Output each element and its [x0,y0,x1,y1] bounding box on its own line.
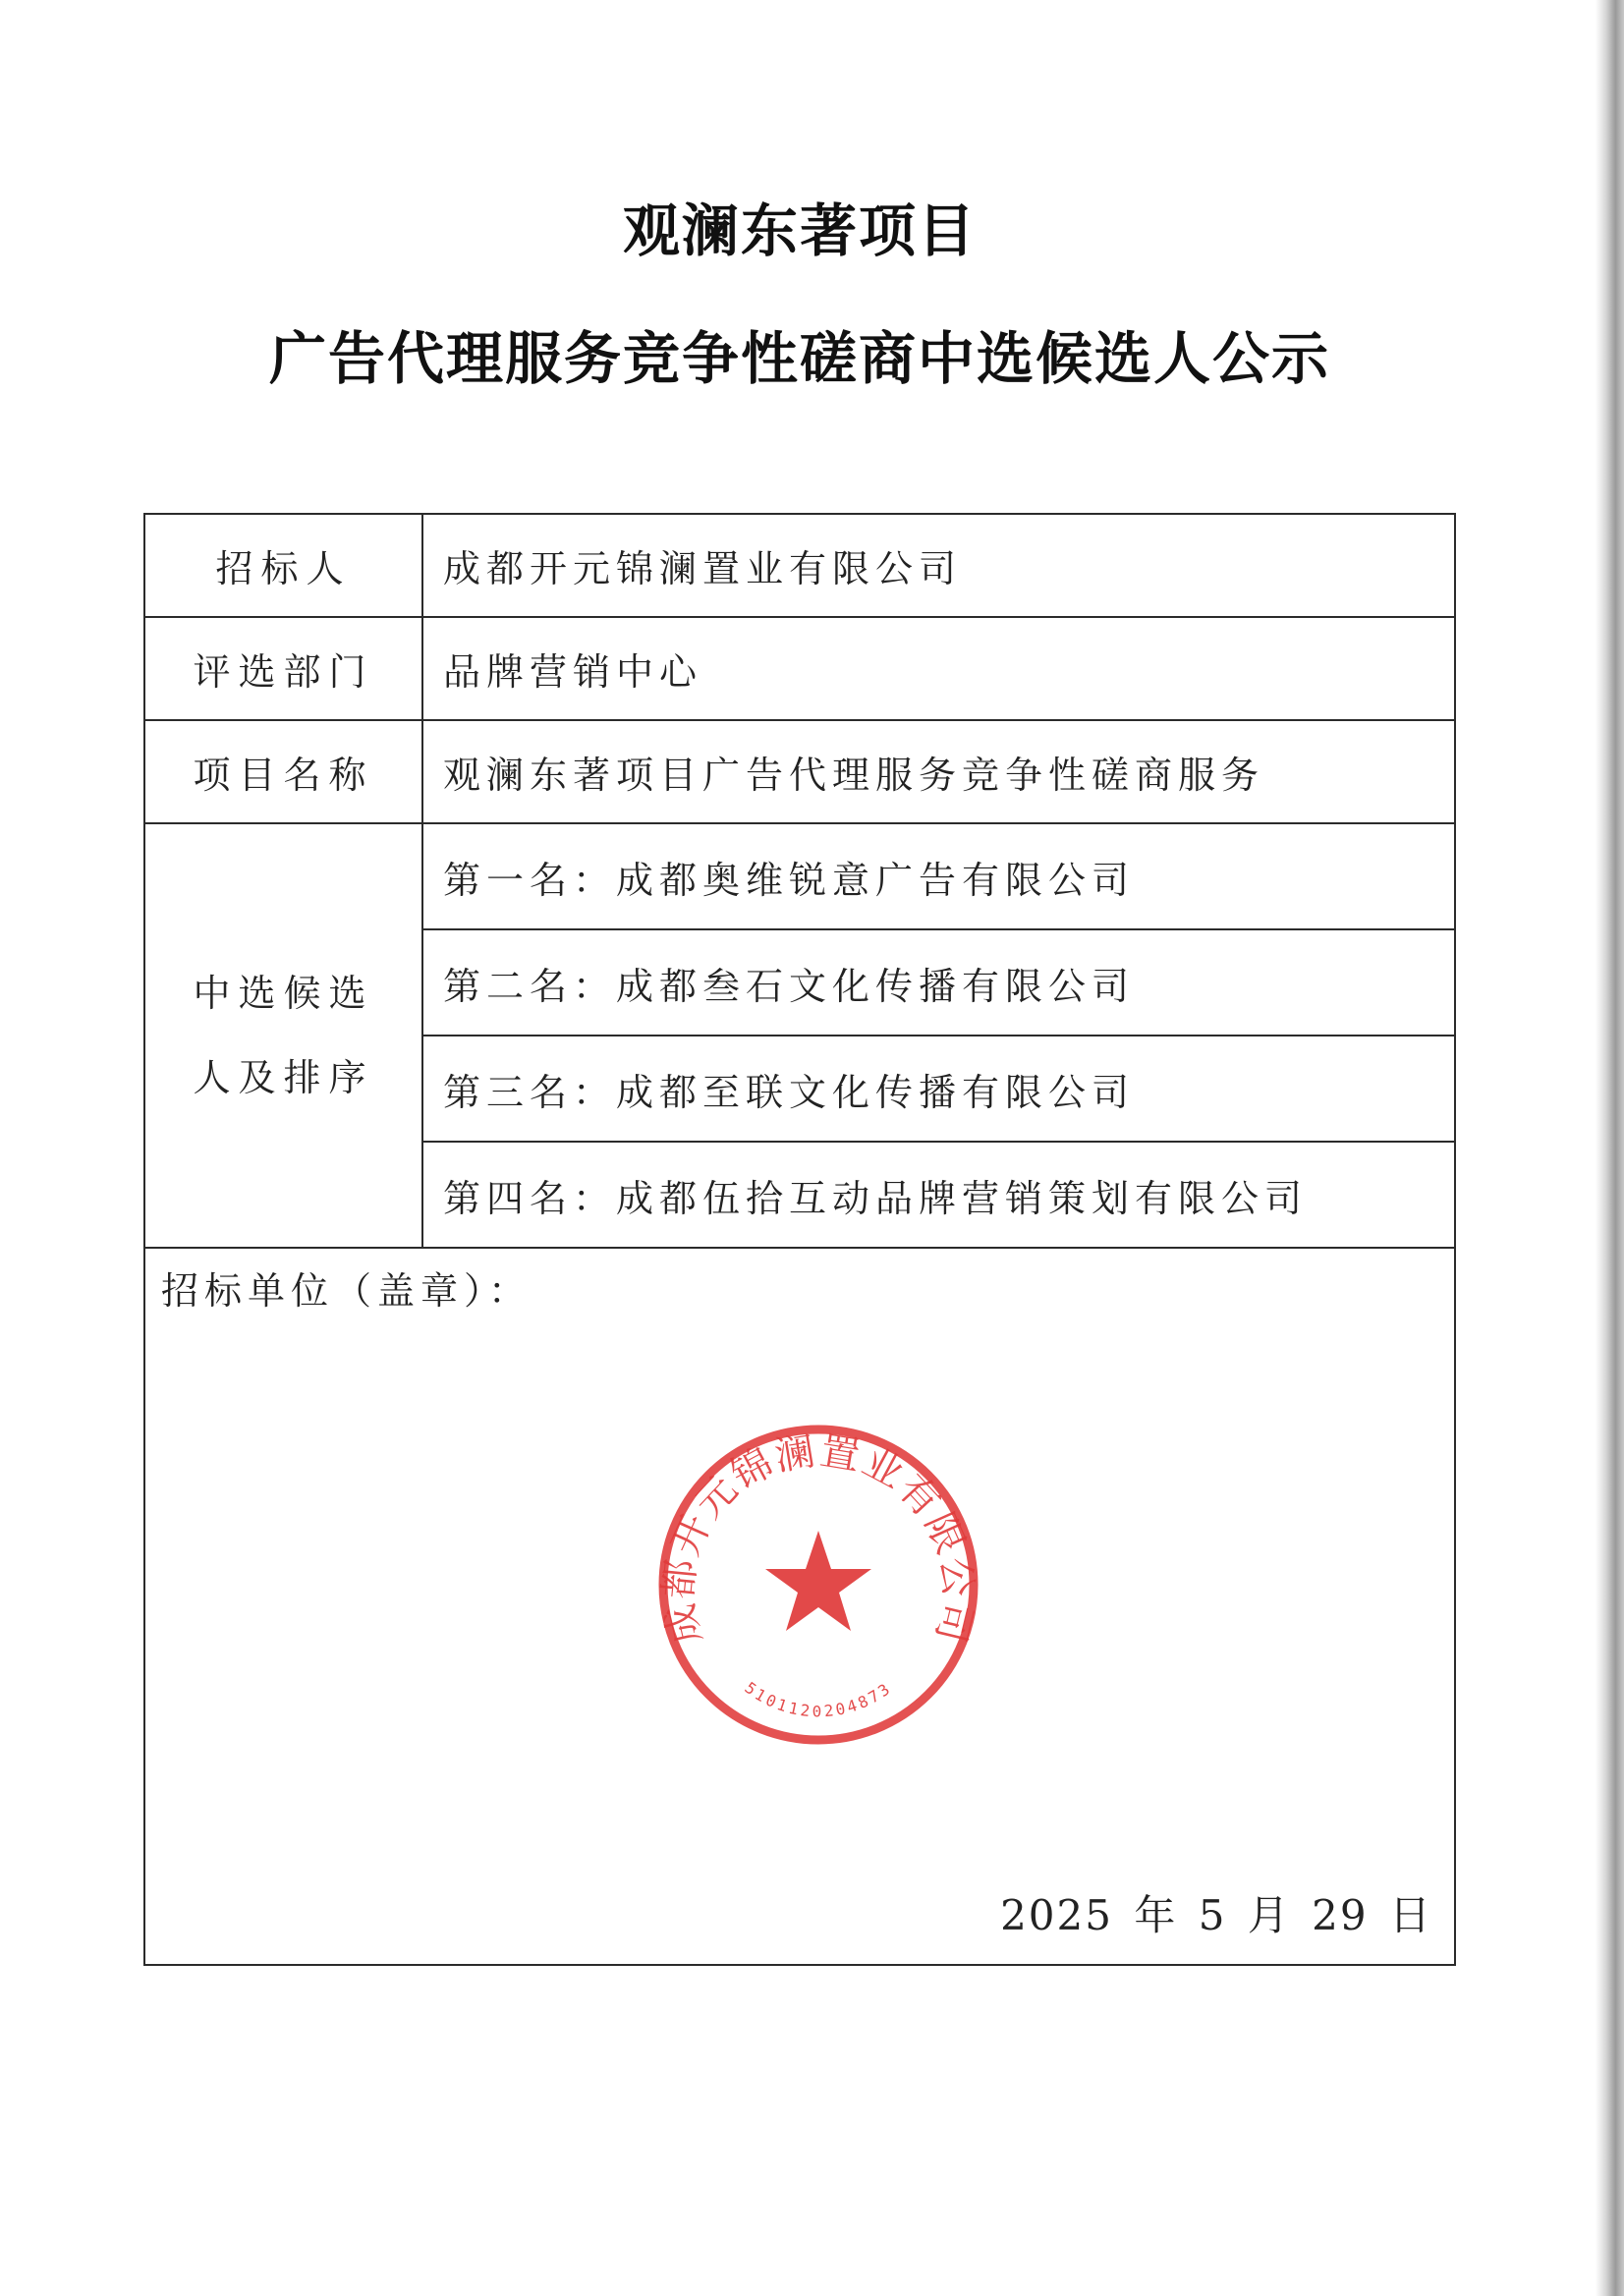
row-value-project: 观澜东著项目广告代理服务竞争性磋商服务 [422,720,1455,823]
date-day: 29 [1312,1891,1369,1939]
seal-number-text: 5101120204873 [741,1678,896,1721]
date-month-unit: 月 [1247,1891,1291,1939]
candidate-rank-3: 第三名：成都至联文化传播有限公司 [422,1036,1455,1142]
row-label-bidder: 招标人 [144,514,422,617]
seal-star-icon [765,1531,871,1631]
signature-date [994,1883,1432,1942]
signature-row [144,1248,1455,1965]
table-row [144,823,1455,929]
row-label-candidates [144,823,422,1248]
scan-edge-shadow [1596,0,1624,2296]
row-label-project: 项目名称 [144,720,422,823]
candidates-label-line2: 人及排序 [193,1056,374,1099]
row-label-department: 评选部门 [144,617,422,720]
date-year: 2025 [1000,1891,1113,1939]
table-row [144,617,1455,720]
date-day-unit: 日 [1388,1891,1432,1939]
date-year-unit: 年 [1134,1891,1178,1939]
notice-table [143,513,1456,1966]
candidate-rank-4: 第四名：成都伍拾互动品牌营销策划有限公司 [422,1142,1455,1248]
seal-company-text: 成都开元锦澜置业有限公司 [655,1428,981,1650]
candidate-rank-1: 第一名：成都奥维锐意广告有限公司 [422,823,1455,929]
row-value-bidder: 成都开元锦澜置业有限公司 [422,514,1455,617]
candidates-label-line1: 中选候选 [193,972,374,1015]
signature-cell [144,1248,1455,1965]
signature-label: 招标单位（盖章）： [161,1269,532,1313]
page-subtitle: 广告代理服务竞争性磋商中选候选人公示 [268,325,1330,392]
date-month: 5 [1198,1891,1227,1939]
page-title: 观澜东著项目 [622,197,977,264]
candidate-rank-2: 第二名：成都叁石文化传播有限公司 [422,929,1455,1036]
company-seal-stamp [655,1422,981,1748]
table-row [144,720,1455,823]
table-row [144,514,1455,617]
row-value-department: 品牌营销中心 [422,617,1455,720]
